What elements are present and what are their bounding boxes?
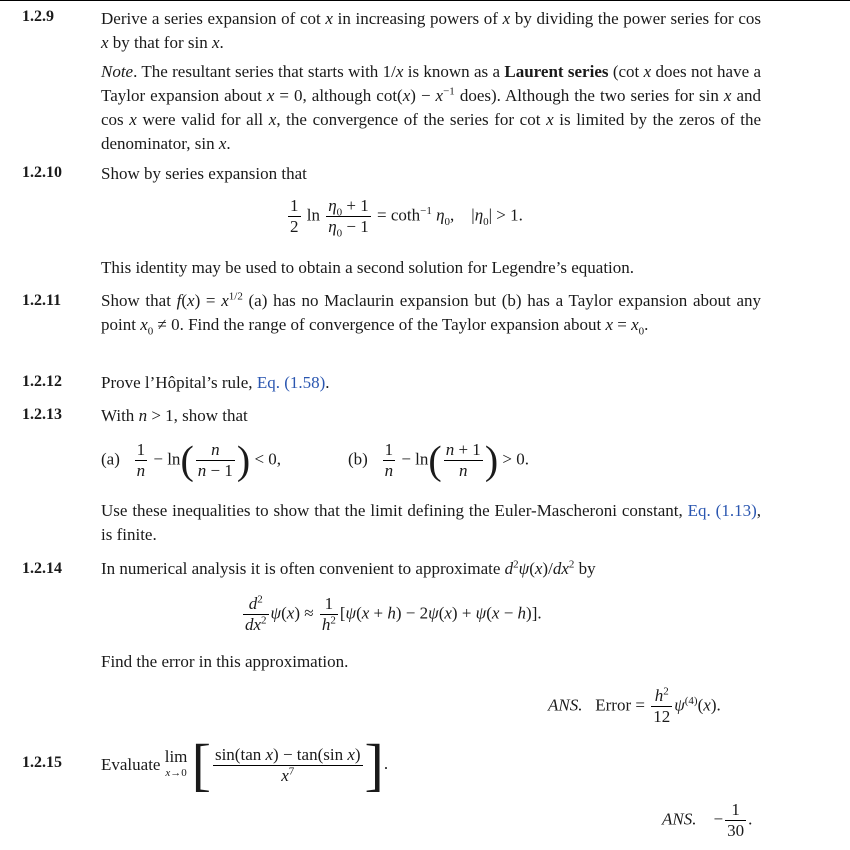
problem-text: Show that $f(x) = x^{1/2}$ (a) has no Maclaurin expansion but (b) has a Taylor expansion about any point $x_0 \ne 0$. Find the range of convergence of the Taylor expansion about $x = x_0$.: [101, 290, 761, 338]
equation: (b) $\frac{1}{n}$ − ln( $\frac{n + 1}{n}$ ) > 0.: [348, 437, 529, 483]
problem-text: With n > 1, show that: [101, 406, 248, 425]
problem-number: 1.2.12: [22, 373, 62, 390]
problem-number: 1.2.15: [22, 754, 62, 771]
problem-text: Show by series expansion that: [101, 164, 307, 183]
answer: ANS. − $\frac{1}{30}$ .: [662, 800, 753, 840]
problem-number: 1.2.11: [22, 292, 62, 309]
problem-note: Note. The resultant series that starts with 1/x is known as a Laurent series (cot x does not have a Taylor expansion about x = 0, although $\cot(x) - x^{-1}$ does). Although the two series for sin x and cos x were valid for all x, the convergence of the series for cot x is limited by the zeros of the denominator, sin x.: [101, 62, 762, 153]
problem-number: 1.2.13: [22, 406, 62, 423]
equation: Evaluate lim x→0 [ $\frac{\text{sin(tan x) − tan(sin x)}}{x^7}$ ].: [101, 732, 389, 797]
problem-number: 1.2.10: [22, 164, 62, 181]
equation-link[interactable]: Eq. (1.13): [687, 501, 757, 520]
problem-text: Find the error in this approximation.: [101, 652, 349, 671]
top-rule: [0, 0, 850, 1]
problem-text: In numerical analysis it is often convenient to approximate $d^2\psi(x)/dx^2$ by: [101, 558, 596, 578]
problem-text: Derive a series expansion of cot x in increasing powers of x by dividing the power series for cos x by that for sin x.: [101, 9, 761, 52]
equation: $\frac{1}{2}$ ln $\frac{\eta_0 + 1}{\eta_0 - 1}$ = coth$^{-1}$ $\eta_0$, $|\eta_0| > 1$.: [290, 196, 523, 240]
equation: $\frac{d^2}{dx^2}$ ψ(x) ≈ $\frac{1}{h^2}$ [ψ(x + h) − 2ψ(x) + ψ(x − h)].: [245, 593, 542, 634]
problem-text: Prove l’Hôpital’s rule, Eq. (1.58).: [101, 373, 330, 392]
problem-number: 1.2.14: [22, 560, 62, 577]
problem-text: This identity may be used to obtain a second solution for Legendre’s equation.: [101, 258, 635, 277]
equation: (a) $\frac{1}{n}$ − ln( $\frac{n}{n - 1}$ ) < 0,: [101, 437, 282, 483]
problem-text: Use these inequalities to show that the limit defining the Euler-Mascheroni constant, Eq. (1.13), is finite.: [101, 501, 761, 544]
equation-link[interactable]: Eq. (1.58): [256, 373, 326, 392]
problem-number: 1.2.9: [22, 8, 54, 25]
answer: ANS. Error = $\frac{h^2}{12}$ $\psi^{(4)}(x)$.: [548, 685, 721, 726]
